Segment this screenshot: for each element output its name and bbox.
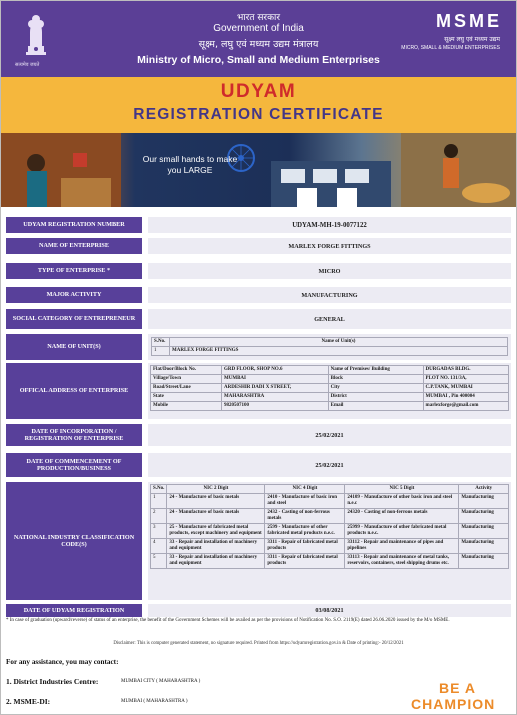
- units-row-name: MARLEX FORGE FITTINGS: [170, 347, 508, 356]
- nic-table-box: [148, 482, 511, 600]
- nic-header: Activity: [459, 485, 509, 494]
- address-value: ARDESHIR DADI X STREET,: [222, 384, 329, 393]
- champion-line-2: CHAMPION: [411, 696, 496, 712]
- nic-cell: 5: [151, 554, 167, 569]
- nic-header: NIC 5 Digit: [345, 485, 459, 494]
- address-value: 9820507100: [222, 402, 329, 411]
- address-key: State: [151, 393, 222, 402]
- banner-scenery: [1, 133, 516, 207]
- social-category-value: GENERAL: [148, 309, 511, 329]
- address-value: MUMBAI: [222, 375, 329, 384]
- units-table: [151, 337, 508, 356]
- disclaimer: Disclaimer: This is computer generated statement, no signature required. Printed from https://udyamregistration.gov.in & Date of printing:- 20/12/2021: [113, 641, 404, 646]
- enterprise-type-value: MICRO: [148, 263, 511, 279]
- udyam-title: UDYAM: [220, 81, 297, 102]
- nic-cell: 33 - Repair and installation of machinery and equipment: [167, 554, 265, 569]
- nic-cell: 3311 - Repair of fabricated metal products: [265, 539, 345, 554]
- nic-cell: Manufacturing: [459, 509, 509, 524]
- photo-banner: [1, 133, 516, 207]
- address-label: OFFICAL ADDRESS OF ENTERPRISE: [6, 363, 142, 419]
- certificate-title: REGISTRATION CERTIFICATE: [133, 106, 384, 123]
- nic-cell: 2: [151, 509, 167, 524]
- nic-cell: 2432 - Casting of non-ferrous metals: [265, 509, 345, 524]
- table-row: [151, 509, 509, 524]
- incorporation-value: 25/02/2021: [148, 424, 511, 446]
- address-key: Flat/Door/Block No.: [151, 366, 222, 375]
- msme-sub-english: MICRO, SMALL & MEDIUM ENTERPRISES: [401, 45, 500, 51]
- address-key: Village/Town: [151, 375, 222, 384]
- udyam-date-value: 03/08/2021: [148, 604, 511, 617]
- reg-number-value: UDYAM-MH-19-0077122: [148, 217, 511, 233]
- nic-cell: 2410 - Manufacture of basic iron and steel: [265, 494, 345, 509]
- address-key: Mobile: [151, 402, 222, 411]
- msmedi-label: 2. MSME-DI:: [6, 697, 51, 706]
- address-value: marlexforge@gmail.com: [423, 402, 508, 411]
- units-head-name: Name of Unit(s): [170, 338, 508, 347]
- address-key: District: [328, 393, 423, 402]
- table-row: [151, 402, 509, 411]
- table-row: [151, 494, 509, 509]
- major-activity-value: MANUFACTURING: [148, 287, 511, 303]
- msme-logo: MSME: [436, 11, 502, 31]
- nic-cell: 33 - Repair and installation of machinery and equipment: [167, 539, 265, 554]
- assistance-heading: For any assistance, you may contact:: [6, 658, 119, 666]
- enterprise-type-label: TYPE OF ENTERPRISE *: [6, 263, 142, 279]
- nic-cell: Manufacturing: [459, 494, 509, 509]
- table-row: [152, 347, 508, 356]
- ministry-english: Ministry of Micro, Small and Medium Enterprises: [137, 54, 380, 66]
- incorporation-label: DATE OF INCORPORATION / REGISTRATION OF ENTERPRISE: [6, 424, 142, 446]
- table-row: [151, 554, 509, 569]
- social-category-label: SOCIAL CATEGORY OF ENTREPRENEUR: [6, 309, 142, 329]
- banner-tagline: Our small hands to make you LARGE: [142, 154, 238, 175]
- nic-cell: Manufacturing: [459, 539, 509, 554]
- title-band: [1, 77, 516, 133]
- nic-header: NIC 2 Digit: [167, 485, 265, 494]
- dic-value: MUMBAI CITY ( MAHARASHTRA ): [121, 679, 201, 684]
- table-row: [151, 384, 509, 393]
- address-table: [150, 365, 509, 411]
- nic-cell: Manufacturing: [459, 554, 509, 569]
- address-value: C.P.TANK, MUMBAI: [423, 384, 508, 393]
- address-key: Block: [328, 375, 423, 384]
- gov-hindi: भारत सरकार: [236, 13, 281, 23]
- nic-header: S.No.: [151, 485, 167, 494]
- address-table-box: [148, 363, 511, 419]
- table-row: [151, 393, 509, 402]
- nic-cell: 24 - Manufacture of basic metals: [167, 494, 265, 509]
- nic-label: NATIONAL INDUSTRY CLASSIFICATION CODE(S): [6, 482, 142, 600]
- commencement-value: 25/02/2021: [148, 453, 511, 477]
- nic-cell: 33113 - Repair and maintenance of metal tanks, reservoirs, containers, steel shipping drums etc.: [345, 554, 459, 569]
- address-value: DURGADAS BLDG.: [423, 366, 508, 375]
- gov-english: Government of India: [213, 23, 304, 34]
- nic-cell: 24 - Manufacture of basic metals: [167, 509, 265, 524]
- nic-cell: 4: [151, 539, 167, 554]
- address-key: Road/Street/Lane: [151, 384, 222, 393]
- address-value: GRD FLOOR, SHOP NO.6: [222, 366, 329, 375]
- address-value: MAHARASHTRA: [222, 393, 329, 402]
- udyam-date-label: DATE OF UDYAM REGISTRATION: [6, 604, 142, 617]
- table-row: [151, 375, 509, 384]
- table-row: [151, 524, 509, 539]
- reg-number-label: UDYAM REGISTRATION NUMBER: [6, 217, 142, 233]
- nic-cell: 3311 - Repair of fabricated metal products: [265, 554, 345, 569]
- commencement-label: DATE OF COMMENCEMENT OF PRODUCTION/BUSINESS: [6, 453, 142, 477]
- units-head-sno: S.No.: [152, 338, 170, 347]
- header-band: [1, 1, 516, 77]
- nic-header: NIC 4 Digit: [265, 485, 345, 494]
- nic-cell: 24109 - Manufacture of other basic iron and steel n.e.c: [345, 494, 459, 509]
- nic-cell: 25 - Manufacture of fabricated metal products, except machinery and equipment: [167, 524, 265, 539]
- address-key: Name of Premises/ Building: [328, 366, 423, 375]
- nic-cell: 1: [151, 494, 167, 509]
- msmedi-value: MUMBAI ( MAHARASHTRA ): [121, 699, 188, 704]
- emblem-caption: सत्यमेव जयते: [15, 62, 40, 68]
- champion-line-1: BE A: [439, 680, 476, 696]
- address-key: City: [328, 384, 423, 393]
- address-value: MUMBAI , Pin 400004: [423, 393, 508, 402]
- nic-cell: 2599 - Manufacture of other fabricated metal products n.e.c.: [265, 524, 345, 539]
- major-activity-label: MAJOR ACTIVITY: [6, 287, 142, 303]
- units-row-sno: 1: [152, 347, 170, 356]
- units-label: NAME OF UNIT(S): [6, 334, 142, 360]
- nic-cell: 25999 - Manufacture of other fabricated metal products n.e.c.: [345, 524, 459, 539]
- graduation-footnote: * In case of graduation (upward/reverse) of status of an enterprise, the benefit of the Government Schemes will be availed as per the provisions of Notification No. S.O. 2119(E) dated 26.06.2020 issued by the M/o MSME.: [6, 618, 450, 623]
- table-row: [151, 539, 509, 554]
- address-value: PLOT NO. 131/3A,: [423, 375, 508, 384]
- nic-cell: 3: [151, 524, 167, 539]
- nic-cell: 24320 - Casting of non-ferrous metals: [345, 509, 459, 524]
- nic-cell: Manufacturing: [459, 524, 509, 539]
- ministry-hindi: सूक्ष्म, लघु एवं मध्यम उद्यम मंत्रालय: [198, 39, 319, 50]
- nic-table: [150, 484, 509, 569]
- table-row: [151, 366, 509, 375]
- enterprise-name-value: MARLEX FORGE FITTINGS: [148, 238, 511, 254]
- nic-cell: 33112 - Repair and maintenance of pipes and pipelines: [345, 539, 459, 554]
- units-table-box: [148, 334, 511, 360]
- msme-sub-hindi: सूक्ष्म लघु एवं मध्यम उद्यम: [444, 36, 500, 43]
- enterprise-name-label: NAME OF ENTERPRISE: [6, 238, 142, 254]
- dic-label: 1. District Industries Centre:: [6, 677, 99, 686]
- address-key: Email: [328, 402, 423, 411]
